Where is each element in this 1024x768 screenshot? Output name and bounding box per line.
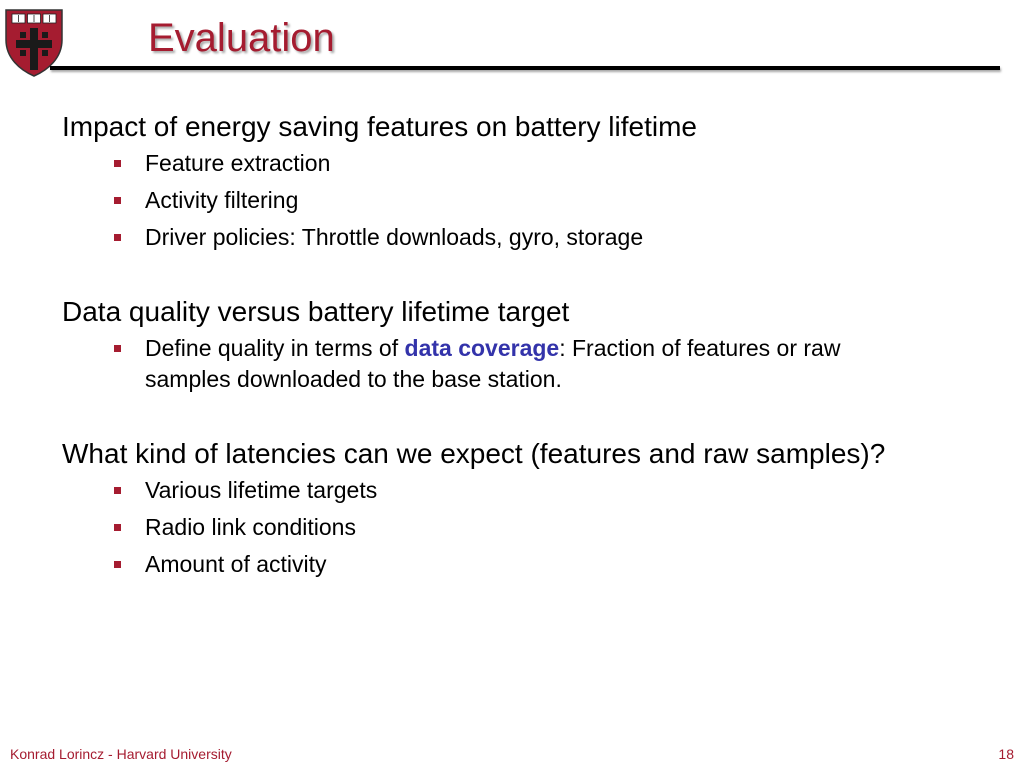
- bullet-item: [62, 333, 925, 395]
- bullet-text-before: Define quality in terms of: [145, 335, 405, 361]
- bullet-text: Amount of activity: [145, 551, 327, 577]
- bullet-text-after: : Fraction of features or raw samples downloaded to the base station.: [145, 335, 841, 392]
- footer-author: Konrad Lorincz - Harvard University: [10, 746, 232, 762]
- bullet-text: Radio link conditions: [145, 514, 356, 540]
- bullet-text: Driver policies: Throttle downloads, gyro, storage: [145, 224, 644, 250]
- bullet-text: Feature extraction: [145, 150, 331, 176]
- slide-title: Evaluation: [148, 16, 335, 60]
- bullet-text: Activity filtering: [145, 187, 299, 213]
- square-bullet-icon: [114, 487, 121, 494]
- section-heading: Data quality versus battery lifetime target: [62, 296, 570, 327]
- section-data-quality: [62, 293, 1002, 395]
- title-divider: [50, 66, 1000, 70]
- slide-content: [62, 108, 1002, 620]
- data-coverage-term: data coverage: [404, 335, 560, 361]
- bullet-item: [62, 549, 925, 580]
- bullet-list: [62, 148, 1002, 253]
- square-bullet-icon: [114, 234, 121, 241]
- bullet-item: [62, 475, 925, 506]
- bullet-item: [62, 222, 925, 253]
- bullet-item: [62, 148, 925, 179]
- square-bullet-icon: [114, 524, 121, 531]
- page-number: 18: [998, 746, 1014, 762]
- square-bullet-icon: [114, 561, 121, 568]
- bullet-item: [62, 185, 925, 216]
- square-bullet-icon: [114, 197, 121, 204]
- section-latencies: [62, 435, 1002, 580]
- square-bullet-icon: [114, 160, 121, 167]
- section-heading: Impact of energy saving features on battery lifetime: [62, 111, 697, 142]
- square-bullet-icon: [114, 345, 121, 352]
- bullet-item: [62, 512, 925, 543]
- bullet-list: [62, 475, 1002, 580]
- bullet-text: Various lifetime targets: [145, 477, 378, 503]
- bullet-list: [62, 333, 1002, 395]
- section-battery-impact: [62, 108, 1002, 253]
- section-heading: What kind of latencies can we expect (features and raw samples)?: [62, 438, 886, 469]
